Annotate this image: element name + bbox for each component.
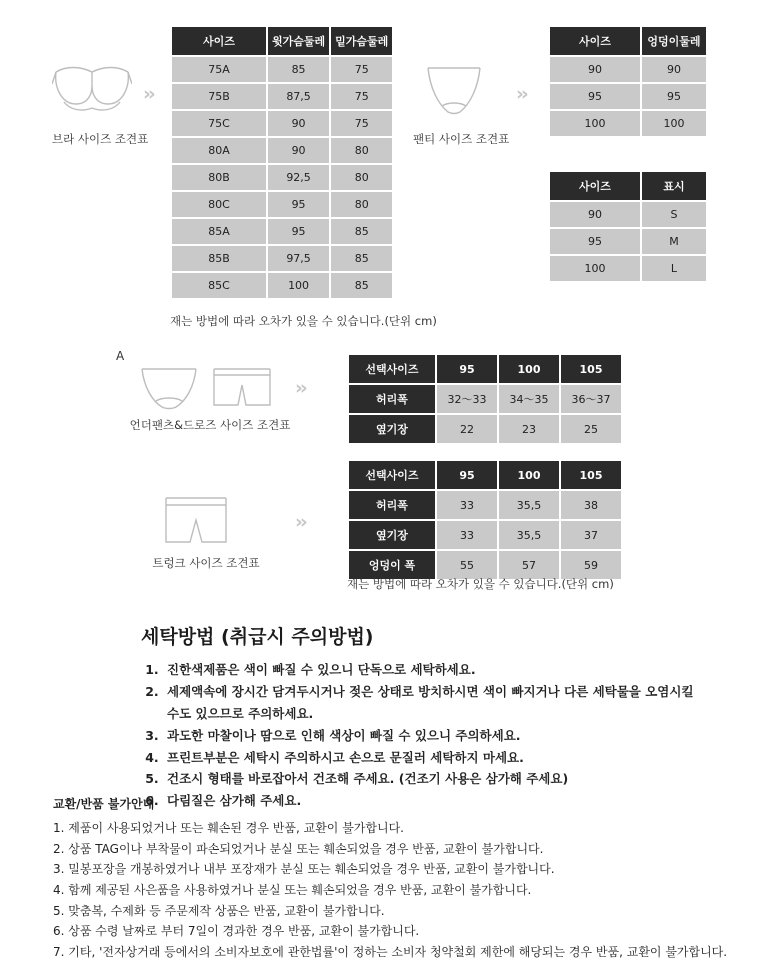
table-row [349, 385, 621, 413]
value-cell: 95 [268, 219, 329, 244]
value-cell: 85 [268, 57, 329, 82]
column-header: 윗가슴둘레 [268, 27, 329, 55]
table-row [550, 229, 706, 254]
row-label-cell: 85C [172, 273, 266, 298]
value-cell: 90 [642, 57, 706, 82]
table-row [349, 461, 621, 489]
bra-caption: 브라 사이즈 조견표 [52, 132, 149, 146]
value-cell: 100 [268, 273, 329, 298]
value-cell: 38 [561, 491, 621, 519]
table-row [172, 219, 392, 244]
underpants-caption: 언더팬츠&드로즈 사이즈 조견표 [129, 418, 291, 432]
value-cell: 25 [561, 415, 621, 443]
value-cell: 90 [268, 111, 329, 136]
row-header-cell: 엉덩이 폭 [349, 551, 435, 579]
arrow-icon-trunk: ›› [295, 511, 305, 533]
value-cell: 35,5 [499, 521, 559, 549]
exchange-item: 4. 함께 제공된 사은품을 사용하였거나 분실 또는 훼손되었을 경우 반품, 교환이 불가합니다. [53, 882, 532, 897]
value-cell: 85 [331, 273, 392, 298]
value-cell: 95 [268, 192, 329, 217]
value-cell: 90 [268, 138, 329, 163]
row-label-cell: 80C [172, 192, 266, 217]
exchange-item: 2. 상품 TAG이나 부착물이 파손되었거나 분실 또는 훼손되었을 경우 반품, 교환이 불가합니다. [53, 841, 544, 856]
value-cell: 80 [331, 192, 392, 217]
exchange-title: 교환/반품 불가안내 [53, 797, 155, 811]
value-cell: 100 [642, 111, 706, 136]
measure-note-bottom: 재는 방법에 따라 오차가 있을 수 있습니다.(단위 cm) [347, 577, 614, 591]
value-cell: 85 [331, 219, 392, 244]
underpants-illustration [138, 363, 200, 411]
row-label-cell: 90 [550, 57, 640, 82]
value-cell: 33 [437, 491, 497, 519]
table-row [349, 355, 621, 383]
row-header-cell: 옆기장 [349, 415, 435, 443]
row-label-cell: 100 [550, 111, 640, 136]
row-label-cell: 85A [172, 219, 266, 244]
table-row [550, 84, 706, 109]
row-label-cell: 95 [550, 229, 640, 254]
exchange-list [53, 818, 753, 962]
table-header-row [172, 27, 392, 55]
value-cell: S [642, 202, 706, 227]
value-cell: 22 [437, 415, 497, 443]
arrow-icon-underpants: ›› [295, 377, 305, 399]
column-header: 사이즈 [550, 172, 640, 200]
row-label-cell: 100 [550, 256, 640, 281]
row-label-cell: 90 [550, 202, 640, 227]
table-row [172, 192, 392, 217]
table-row [349, 491, 621, 519]
row-header-cell: 허리폭 [349, 385, 435, 413]
row-label-cell: 75B [172, 84, 266, 109]
trunk-caption: 트렁크 사이즈 조견표 [152, 556, 260, 570]
row-header-cell: 옆기장 [349, 521, 435, 549]
row-label-cell: 75A [172, 57, 266, 82]
table-header-row [550, 27, 706, 55]
row-label-cell: 95 [550, 84, 640, 109]
exchange-item: 5. 맞춤복, 수제화 등 주문제작 상품은 반품, 교환이 불가합니다. [53, 903, 385, 918]
row-label-cell: 80B [172, 165, 266, 190]
table-row [550, 57, 706, 82]
table-header-row [550, 172, 706, 200]
panty-caption: 팬티 사이즈 조견표 [413, 132, 510, 146]
table-row [172, 165, 392, 190]
size-mark-table [548, 170, 708, 283]
table-row [349, 415, 621, 443]
value-cell: 35,5 [499, 491, 559, 519]
column-header: 밑가슴둘레 [331, 27, 392, 55]
column-header: 95 [437, 461, 497, 489]
table-row [172, 273, 392, 298]
column-header: 사이즈 [172, 27, 266, 55]
value-cell: 33 [437, 521, 497, 549]
underpants-marker: A [116, 349, 125, 363]
table-row [172, 246, 392, 271]
value-cell: 75 [331, 57, 392, 82]
exchange-item: 6. 상품 수령 날짜로 부터 7일이 경과한 경우 반품, 교환이 불가합니다. [53, 924, 420, 939]
trunk-size-table [347, 459, 623, 581]
table-row [349, 521, 621, 549]
column-header: 100 [499, 355, 559, 383]
value-cell: 55 [437, 551, 497, 579]
value-cell: 36〜37 [561, 385, 621, 413]
value-cell: 32〜33 [437, 385, 497, 413]
value-cell: 37 [561, 521, 621, 549]
table-row [172, 111, 392, 136]
row-label-cell: 85B [172, 246, 266, 271]
column-header: 엉덩이둘레 [642, 27, 706, 55]
column-header: 표시 [642, 172, 706, 200]
washing-item: 3. 과도한 마찰이나 땀으로 인해 색상이 빠질 수 있으니 주의하세요. [163, 725, 701, 747]
table-row [550, 202, 706, 227]
value-cell: 59 [561, 551, 621, 579]
value-cell: 97,5 [268, 246, 329, 271]
washing-item: 5. 건조시 형태를 바로잡아서 건조해 주세요. (건조기 사용은 삼가해 주세요) [163, 768, 701, 790]
value-cell: 75 [331, 84, 392, 109]
column-header: 95 [437, 355, 497, 383]
arrow-icon-panty: ›› [516, 83, 526, 105]
washing-item: 1. 진한색제품은 색이 빠질 수 있으니 단독으로 세탁하세요. [163, 659, 701, 681]
value-cell: L [642, 256, 706, 281]
washing-item: 4. 프린트부분은 세탁시 주의하시고 손으로 문질러 세탁하지 마세요. [163, 747, 701, 769]
column-header: 105 [561, 461, 621, 489]
table-row [172, 138, 392, 163]
row-label-cell: 80A [172, 138, 266, 163]
column-header: 사이즈 [550, 27, 640, 55]
washing-title: 세탁방법 (취급시 주의방법) [141, 626, 374, 648]
value-cell: M [642, 229, 706, 254]
value-cell: 85 [331, 246, 392, 271]
exchange-item: 7. 기타, '전자상거래 등에서의 소비자보호에 관한법률'이 정하는 소비자 청약철회 제한에 해당되는 경우 반품, 교환이 불가합니다. [53, 944, 728, 959]
value-cell: 92,5 [268, 165, 329, 190]
exchange-item: 1. 제품이 사용되었거나 또는 훼손된 경우 반품, 교환이 불가합니다. [53, 821, 404, 835]
row-label-cell: 75C [172, 111, 266, 136]
table-row [550, 111, 706, 136]
value-cell: 75 [331, 111, 392, 136]
table-row [172, 84, 392, 109]
value-cell: 57 [499, 551, 559, 579]
row-header-cell: 허리폭 [349, 491, 435, 519]
value-cell: 95 [642, 84, 706, 109]
panty-illustration [424, 62, 484, 117]
trunk-illustration [160, 492, 232, 548]
exchange-section [53, 795, 753, 962]
value-cell: 87,5 [268, 84, 329, 109]
drawers-illustration [210, 363, 274, 411]
washing-section [141, 622, 701, 812]
measure-note-top: 재는 방법에 따라 오차가 있을 수 있습니다.(단위 cm) [170, 314, 437, 328]
bra-size-table [170, 25, 394, 300]
washing-item: 2. 세제액속에 장시간 담겨두시거나 젖은 상태로 방치하시면 색이 빠지거나 다른 세탁물을 오염시킬 수도 있으므로 주의하세요. [163, 681, 701, 725]
value-cell: 80 [331, 165, 392, 190]
column-header: 105 [561, 355, 621, 383]
panty-size-table [548, 25, 708, 138]
arrow-icon-bra: ›› [143, 83, 153, 105]
washing-list [141, 659, 701, 812]
column-header: 100 [499, 461, 559, 489]
value-cell: 80 [331, 138, 392, 163]
value-cell: 34〜35 [499, 385, 559, 413]
washing-item: 6. 다림질은 삼가해 주세요. [163, 790, 701, 812]
underpants-size-table [347, 353, 623, 445]
table-row [172, 57, 392, 82]
table-corner-cell: 선택사이즈 [349, 461, 435, 489]
exchange-item: 3. 밀봉포장을 개봉하였거나 내부 포장재가 분실 또는 훼손되었을 경우 반품, 교환이 불가합니다. [53, 862, 555, 877]
bra-illustration [52, 62, 132, 117]
table-corner-cell: 선택사이즈 [349, 355, 435, 383]
value-cell: 23 [499, 415, 559, 443]
table-row [550, 256, 706, 281]
table-row [349, 551, 621, 579]
